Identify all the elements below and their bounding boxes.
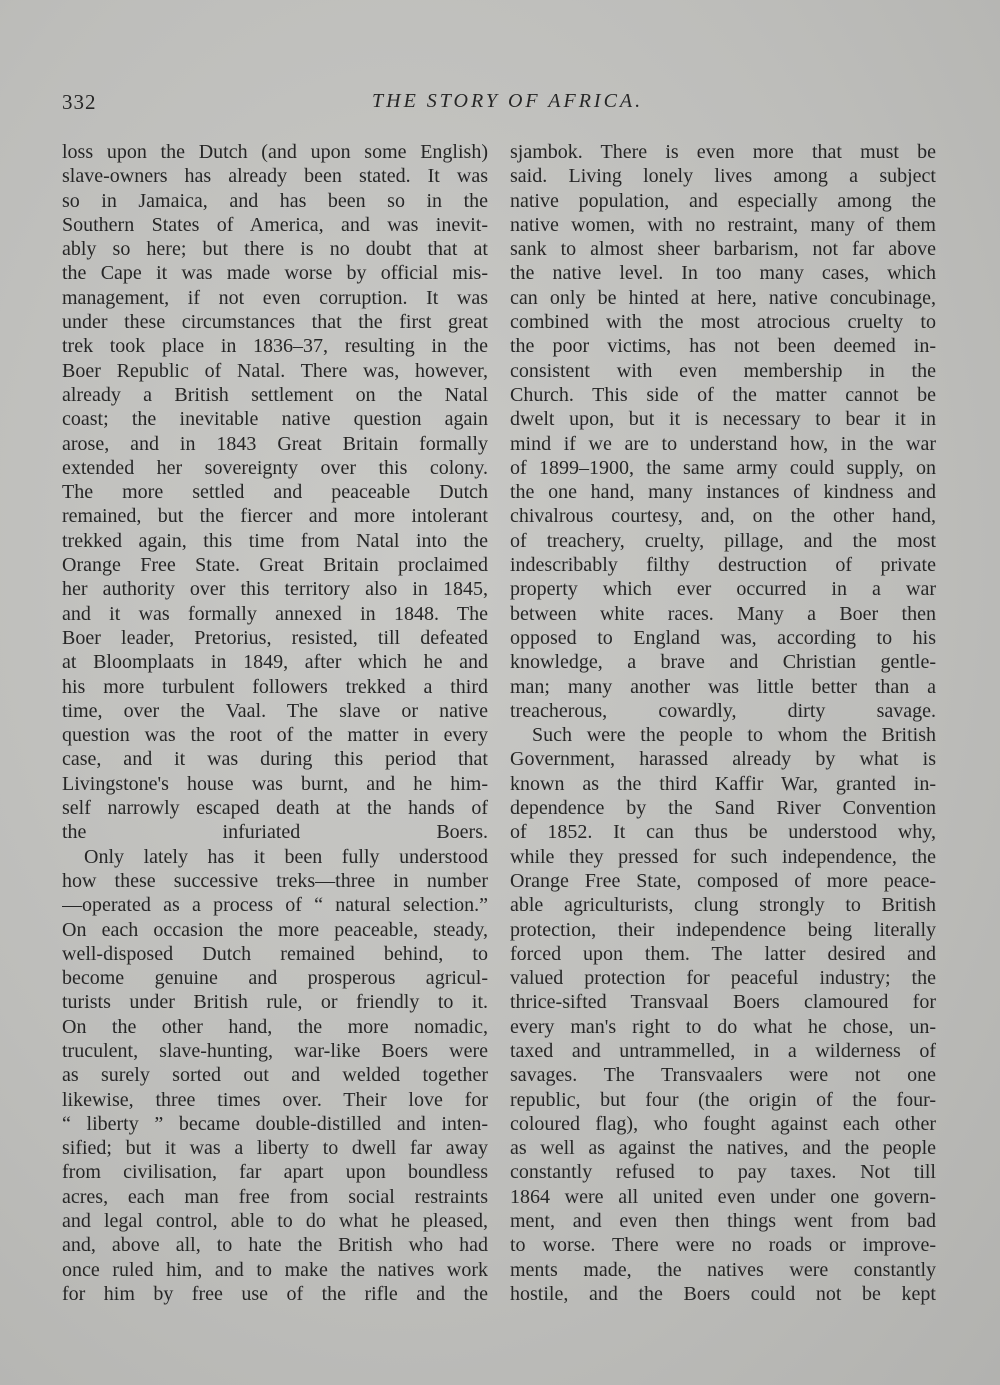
text-line: knowledge, a brave and Christian gentle-: [510, 651, 936, 674]
text-line: his more turbulent followers trekked a third: [62, 675, 488, 698]
text-line: republic, but four (the origin of the four-: [510, 1088, 936, 1111]
text-line: native population, and especially among the: [510, 189, 936, 212]
text-line: constantly refused to pay taxes. Not till: [510, 1161, 936, 1184]
text-line: treacherous, cowardly, dirty savage.: [510, 699, 936, 722]
text-line: truculent, slave-hunting, war-like Boers were: [62, 1039, 488, 1062]
text-line: slave-owners has already been stated. It was: [62, 165, 488, 188]
text-line: coast; the inevitable native question again: [62, 408, 488, 431]
text-line: Only lately has it been fully understood: [84, 845, 488, 868]
page-number: 332: [62, 90, 97, 114]
text-line: of treachery, cruelty, pillage, and the most: [510, 529, 936, 552]
text-line: thrice-sifted Transvaal Boers clamoured for: [510, 991, 936, 1014]
text-line: chivalrous courtesy, and, on the other hand,: [510, 505, 936, 528]
text-line: dwelt upon, but it is necessary to bear it in: [510, 408, 936, 431]
text-line: the poor victims, has not been deemed in-: [510, 335, 936, 358]
text-line: time, over the Vaal. The slave or native: [62, 699, 488, 722]
text-line: able agriculturists, clung strongly to British: [510, 894, 936, 917]
text-line: sified; but it was a liberty to dwell far away: [62, 1137, 488, 1160]
text-line: known as the third Kaffir War, granted in-: [510, 772, 936, 795]
text-line: of 1852. It can thus be understood why,: [510, 821, 936, 844]
text-line: sank to almost sheer barbarism, not far above: [510, 238, 936, 261]
text-line: Boer Republic of Natal. There was, however,: [62, 359, 488, 382]
text-line: consistent with even membership in the: [510, 359, 936, 382]
text-line: Southern States of America, and was inevit-: [62, 213, 488, 236]
text-line: as well as against the natives, and the people: [510, 1137, 936, 1160]
text-line: mind if we are to understand how, in the war: [510, 432, 936, 455]
text-line: for him by free use of the rifle and the: [62, 1282, 488, 1305]
text-line: self narrowly escaped death at the hands of: [62, 797, 488, 820]
text-line: “ liberty ” became double-distilled and inten-: [62, 1112, 488, 1135]
text-line: likewise, three times over. Their love for: [62, 1088, 488, 1111]
text-line: native women, with no restraint, many of them: [510, 213, 936, 236]
text-line: question was the root of the matter in every: [62, 724, 488, 747]
text-line: coloured flag), who fought against each other: [510, 1112, 936, 1135]
text-line: arose, and in 1843 Great Britain formally: [62, 432, 488, 455]
text-line: On the other hand, the more nomadic,: [62, 1015, 488, 1038]
text-line: combined with the most atrocious cruelty to: [510, 311, 936, 334]
text-line: loss upon the Dutch (and upon some English): [62, 141, 488, 163]
text-line: valued protection for peaceful industry; the: [510, 967, 936, 990]
text-line: to worse. There were no roads or improve-: [510, 1234, 936, 1257]
text-line: at Bloomplaats in 1849, after which he and: [62, 651, 488, 674]
text-line: the Cape it was made worse by official mis-: [62, 262, 488, 285]
left-column: [62, 140, 488, 1306]
text-line: trekked again, this time from Natal into the: [62, 529, 488, 552]
text-line: 1864 were all united even under one govern-: [510, 1185, 936, 1208]
text-line: opposed to England was, according to his: [510, 626, 936, 649]
text-line: On each occasion the more peaceable, steady,: [62, 918, 488, 941]
text-line: how these successive treks—three in number: [62, 869, 488, 892]
text-line: Such were the people to whom the British: [532, 724, 936, 747]
text-line: man; many another was little better than a: [510, 675, 936, 698]
text-line: indescribably filthy destruction of private: [510, 554, 936, 577]
text-line: the native level. In too many cases, which: [510, 262, 936, 285]
text-line: forced upon them. The latter desired and: [510, 942, 936, 965]
text-line: Government, harassed already by what is: [510, 748, 936, 771]
text-line: extended her sovereignty over this colony.: [62, 456, 488, 479]
text-line: taxed and untrammelled, in a wilderness of: [510, 1039, 936, 1062]
text-line: ably so here; but there is no doubt that at: [62, 238, 488, 261]
text-line: The more settled and peaceable Dutch: [62, 481, 488, 504]
text-line: can only be hinted at here, native concubinage,: [510, 286, 936, 309]
text-line: so in Jamaica, and has been so in the: [62, 189, 488, 212]
text-line: protection, their independence being literally: [510, 918, 936, 941]
text-line: once ruled him, and to make the natives work: [62, 1258, 488, 1281]
text-line: between white races. Many a Boer then: [510, 602, 936, 625]
text-line: and, above all, to hate the British who had: [62, 1234, 488, 1257]
text-line: every man's right to do what he chose, un-: [510, 1015, 936, 1038]
text-line: well-disposed Dutch remained behind, to: [62, 942, 488, 965]
text-line: under these circumstances that the first great: [62, 311, 488, 334]
text-line: her authority over this territory also in 1845,: [62, 578, 488, 601]
text-line: of 1899–1900, the same army could supply, on: [510, 456, 936, 479]
text-line: Orange Free State, composed of more peace-: [510, 869, 936, 892]
text-line: trek took place in 1836–37, resulting in the: [62, 335, 488, 358]
text-line: hostile, and the Boers could not be kept: [510, 1282, 936, 1305]
text-line: the one hand, many instances of kindness and: [510, 481, 936, 504]
text-line: become genuine and prosperous agricul-: [62, 967, 488, 990]
text-line: Livingstone's house was burnt, and he him-: [62, 772, 488, 795]
right-column: [510, 140, 936, 1306]
text-line: said. Living lonely lives among a subject: [510, 165, 936, 188]
text-line: from civilisation, far apart upon boundless: [62, 1161, 488, 1184]
text-line: remained, but the fiercer and more intolerant: [62, 505, 488, 528]
text-line: Church. This side of the matter cannot be: [510, 383, 936, 406]
text-line: while they pressed for such independence, the: [510, 845, 936, 868]
running-title: THE STORY OF AFRICA.: [372, 90, 644, 112]
text-line: management, if not even corruption. It was: [62, 286, 488, 309]
text-line: and legal control, able to do what he pleased,: [62, 1210, 488, 1233]
text-line: the infuriated Boers.: [62, 821, 488, 844]
text-line: as surely sorted out and welded together: [62, 1064, 488, 1087]
text-line: Orange Free State. Great Britain proclaimed: [62, 554, 488, 577]
text-line: Boer leader, Pretorius, resisted, till defeated: [62, 626, 488, 649]
text-line: —operated as a process of “ natural selection.”: [62, 894, 488, 917]
text-line: acres, each man free from social restraints: [62, 1185, 488, 1208]
text-line: property which ever occurred in a war: [510, 578, 936, 601]
text-line: already a British settlement on the Natal: [62, 383, 488, 406]
text-line: ment, and even then things went from bad: [510, 1210, 936, 1233]
text-line: savages. The Transvaalers were not one: [510, 1064, 936, 1087]
text-line: sjambok. There is even more that must be: [510, 141, 936, 163]
text-line: dependence by the Sand River Convention: [510, 797, 936, 820]
text-line: and it was formally annexed in 1848. The: [62, 602, 488, 625]
text-line: ments made, the natives were constantly: [510, 1258, 936, 1281]
text-line: case, and it was during this period that: [62, 748, 488, 771]
text-line: turists under British rule, or friendly to it.: [62, 991, 488, 1014]
